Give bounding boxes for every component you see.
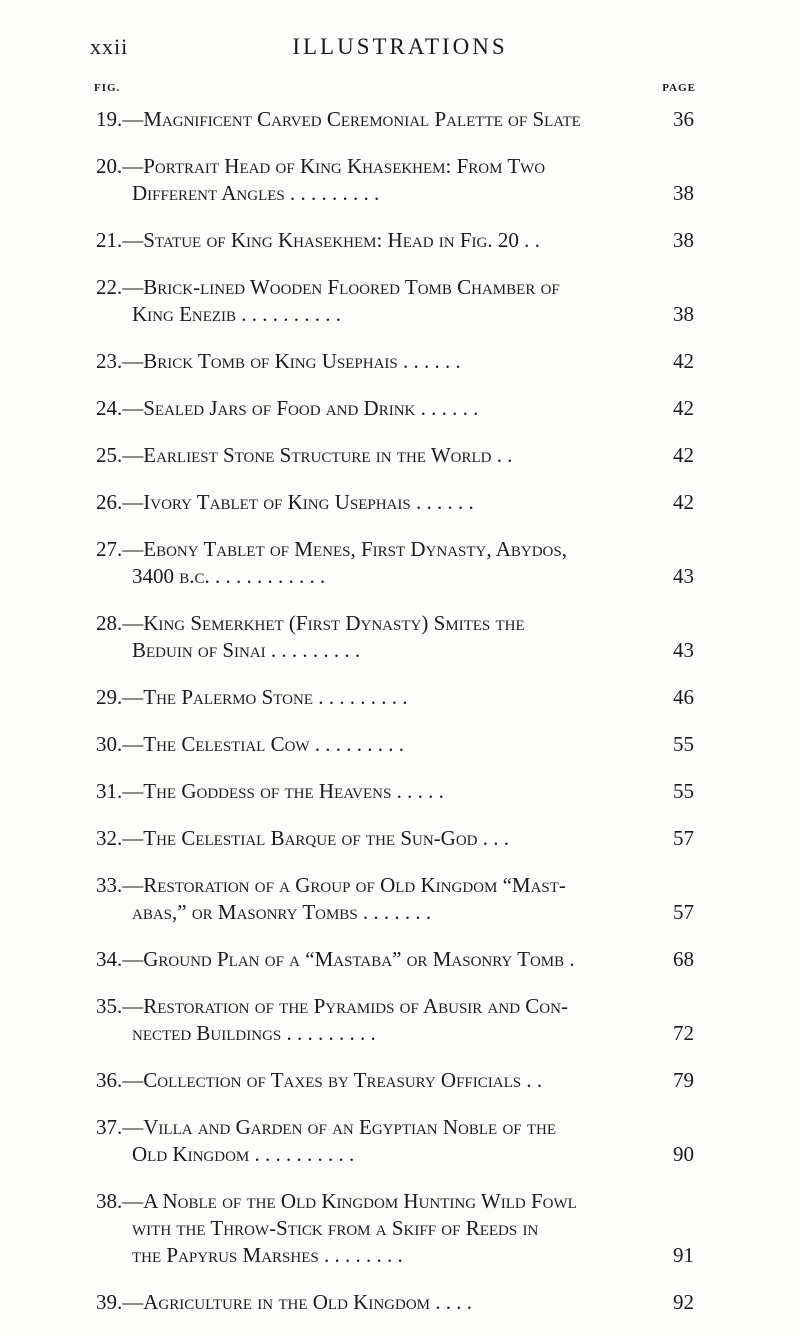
entry-text: 3400 b.c. . . . . . . . . . . . — [132, 564, 326, 588]
entry-line — [96, 899, 694, 926]
entry-line — [96, 1114, 694, 1141]
list-item — [96, 274, 694, 328]
entry-line — [96, 872, 694, 899]
list-item — [96, 348, 694, 375]
entry-text: 23.—Brick Tomb of King Usephais . . . . . . — [96, 349, 461, 373]
entry-text: 36.—Collection of Taxes by Treasury Officials . . — [96, 1068, 543, 1092]
fig-column-heading: FIG. — [94, 82, 121, 94]
page-number: 38 — [673, 181, 694, 205]
page-number: 55 — [673, 732, 694, 756]
list-item — [96, 489, 694, 516]
entry-text: 25.—Earliest Stone Structure in the World . . — [96, 443, 513, 467]
entry-line — [96, 227, 694, 254]
entry-line — [96, 684, 694, 711]
page-number: 57 — [673, 826, 694, 850]
list-item — [96, 106, 694, 133]
entry-line — [96, 778, 694, 805]
entry-line — [96, 731, 694, 758]
page-number: 43 — [673, 638, 694, 662]
entry-line — [96, 1215, 694, 1242]
entry-line — [96, 946, 694, 973]
entry-text: Beduin of Sinai . . . . . . . . . — [132, 638, 361, 662]
list-item — [96, 442, 694, 469]
list-item — [96, 993, 694, 1047]
page-number: 42 — [673, 443, 694, 467]
page-number: 91 — [673, 1243, 694, 1267]
entry-line — [96, 1141, 694, 1168]
entry-text: 30.—The Celestial Cow . . . . . . . . . — [96, 732, 405, 756]
entry-text: with the Throw-Stick from a Skiff of Reeds in — [132, 1216, 539, 1240]
entry-line — [96, 153, 694, 180]
page-number: 46 — [673, 685, 694, 709]
page-folio: xxii — [90, 34, 129, 59]
list-item — [96, 1067, 694, 1094]
page-number: 42 — [673, 349, 694, 373]
entry-line — [96, 637, 694, 664]
entry-line — [96, 274, 694, 301]
entry-text: 21.—Statue of King Khasekhem: Head in Fig. 20 . . — [96, 228, 540, 252]
list-item — [96, 1289, 694, 1316]
entry-text: 20.—Portrait Head of King Khasekhem: From Two — [96, 154, 546, 178]
entry-text: 38.—A Noble of the Old Kingdom Hunting Wild Fowl — [96, 1189, 577, 1213]
list-item — [96, 946, 694, 973]
entry-text: 28.—King Semerkhet (First Dynasty) Smites the — [96, 611, 525, 635]
entry-text: Different Angles . . . . . . . . . — [132, 181, 380, 205]
entry-text: 35.—Restoration of the Pyramids of Abusir and Con- — [96, 994, 568, 1018]
entry-line — [96, 395, 694, 422]
entry-text: nected Buildings . . . . . . . . . — [132, 1021, 376, 1045]
entry-line — [96, 1067, 694, 1094]
page-number: 43 — [673, 564, 694, 588]
page-number: 36 — [673, 107, 694, 131]
list-item — [96, 1188, 694, 1269]
entry-text: 24.—Sealed Jars of Food and Drink . . . . . . — [96, 396, 479, 420]
page-number: 42 — [673, 396, 694, 420]
running-head — [0, 34, 800, 64]
entry-line — [96, 610, 694, 637]
entry-line — [96, 1020, 694, 1047]
page-number: 42 — [673, 490, 694, 514]
entry-line — [96, 301, 694, 328]
list-item — [96, 610, 694, 664]
entry-text: 19.—Magnificent Carved Ceremonial Palette of Slate — [96, 107, 581, 131]
entry-text: 37.—Villa and Garden of an Egyptian Noble of the — [96, 1115, 557, 1139]
entry-text: 34.—Ground Plan of a “Mastaba” or Masonry Tomb . — [96, 947, 575, 971]
list-item — [96, 684, 694, 711]
entry-text: 29.—The Palermo Stone . . . . . . . . . — [96, 685, 408, 709]
list-item — [96, 1114, 694, 1168]
entry-text: 22.—Brick-lined Wooden Floored Tomb Chamber of — [96, 275, 560, 299]
page-number: 92 — [673, 1290, 694, 1314]
entry-line — [96, 348, 694, 375]
entry-line — [96, 180, 694, 207]
entry-text: 39.—Agriculture in the Old Kingdom . . . . — [96, 1290, 473, 1314]
page-number: 38 — [673, 302, 694, 326]
list-item — [96, 778, 694, 805]
page-number: 72 — [673, 1021, 694, 1045]
page-number: 38 — [673, 228, 694, 252]
page-number: 55 — [673, 779, 694, 803]
entry-text: 26.—Ivory Tablet of King Usephais . . . . . . — [96, 490, 474, 514]
list-item — [96, 731, 694, 758]
entry-line — [96, 1242, 694, 1269]
list-item — [96, 825, 694, 852]
page-number: 57 — [673, 900, 694, 924]
list-item — [96, 153, 694, 207]
entry-line — [96, 1188, 694, 1215]
entry-text: 31.—The Goddess of the Heavens . . . . . — [96, 779, 444, 803]
list-item — [96, 872, 694, 926]
entry-line — [96, 106, 694, 133]
entry-line — [96, 1289, 694, 1316]
entry-text: 33.—Restoration of a Group of Old Kingdom “Mast- — [96, 873, 566, 897]
entry-text: King Enezib . . . . . . . . . . — [132, 302, 342, 326]
entry-text: abas,” or Masonry Tombs . . . . . . . — [132, 900, 432, 924]
entry-text: the Papyrus Marshes . . . . . . . . — [132, 1243, 403, 1267]
entry-text: 32.—The Celestial Barque of the Sun-God . . . — [96, 826, 509, 850]
page-column-heading: PAGE — [662, 82, 696, 94]
entry-line — [96, 489, 694, 516]
page-number: 79 — [673, 1068, 694, 1092]
page-title: ILLUSTRATIONS — [292, 34, 508, 59]
entry-text: 27.—Ebony Tablet of Menes, First Dynasty, Abydos, — [96, 537, 567, 561]
page-number: 90 — [673, 1142, 694, 1166]
entry-line — [96, 536, 694, 563]
column-headings — [94, 82, 694, 98]
entry-text: Old Kingdom . . . . . . . . . . — [132, 1142, 355, 1166]
entry-line — [96, 993, 694, 1020]
list-item — [96, 395, 694, 422]
entry-line — [96, 563, 694, 590]
illustration-list — [96, 106, 694, 1336]
list-item — [96, 536, 694, 590]
entry-line — [96, 442, 694, 469]
page-number: 68 — [673, 947, 694, 971]
entry-line — [96, 825, 694, 852]
list-item — [96, 227, 694, 254]
